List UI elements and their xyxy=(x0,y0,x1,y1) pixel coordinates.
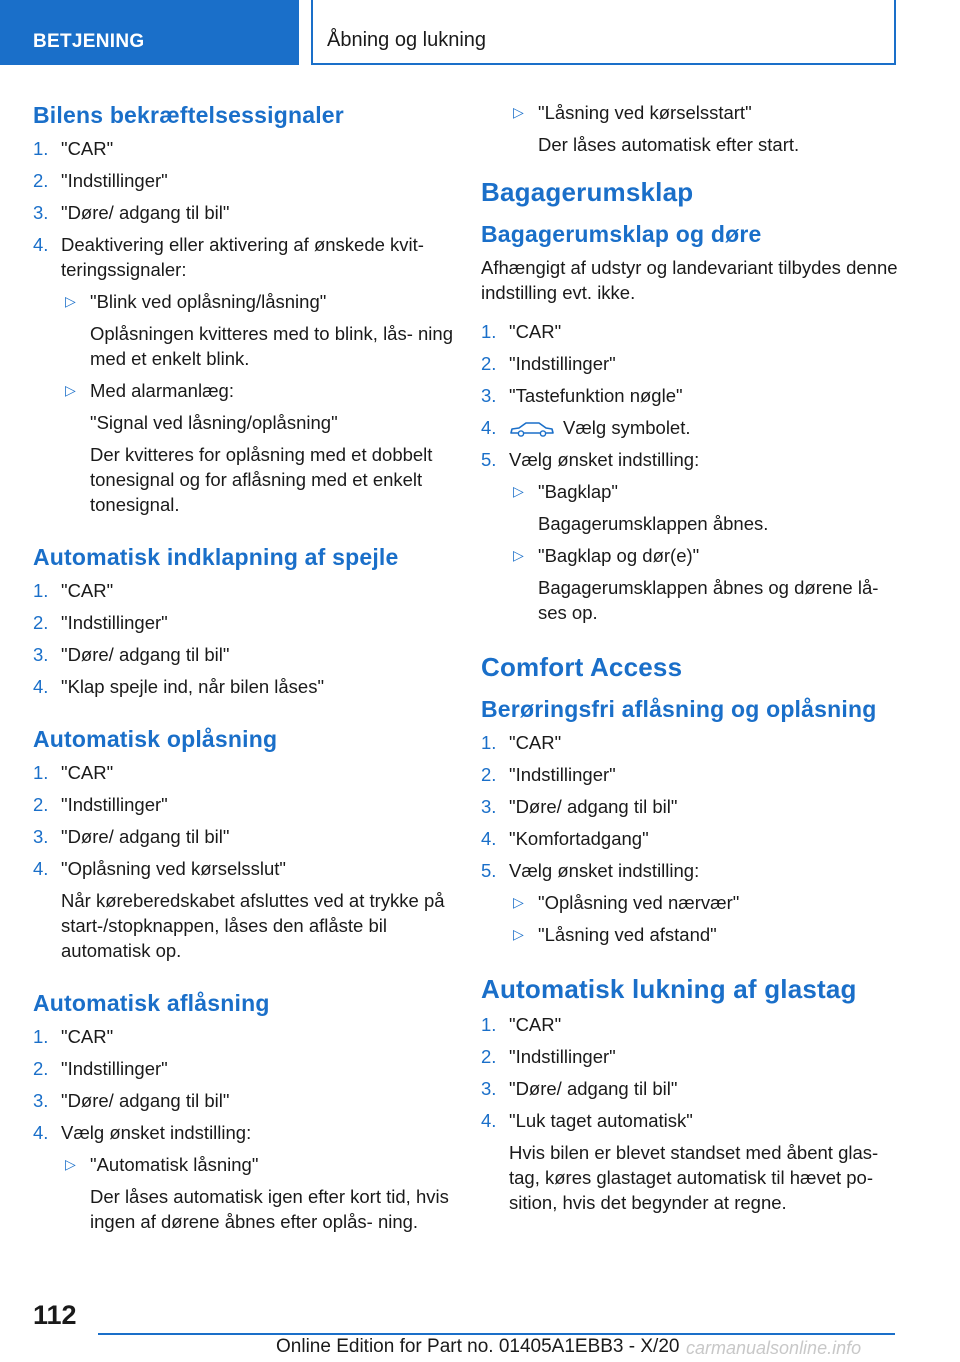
list-text: "Indstillinger" xyxy=(509,1046,616,1067)
list-item xyxy=(33,642,453,667)
list-text: "Luk taget automatisk" xyxy=(509,1110,693,1131)
list-item xyxy=(481,447,901,625)
list-item xyxy=(481,1012,901,1037)
section-title-auto-unlock: Automatisk oplåsning xyxy=(33,726,278,752)
list-text: "Komfortadgang" xyxy=(509,828,649,849)
triangle-right-icon: ▷ xyxy=(513,483,524,499)
sub-item-description: "Signal ved låsning/oplåsning" xyxy=(90,412,338,433)
list-text: "Indstillinger" xyxy=(61,794,168,815)
list-number: 3. xyxy=(33,202,49,223)
sub-item-description: Bagagerumsklappen åbnes og dørene lå- ses op. xyxy=(538,577,879,623)
list-text: "Døre/ adgang til bil" xyxy=(509,1078,678,1099)
header-chapter-label: Åbning og lukning xyxy=(327,29,487,51)
list-item xyxy=(33,1024,453,1049)
list-number: 1. xyxy=(33,762,49,783)
list-number: 4. xyxy=(33,1122,49,1143)
list-number: 3. xyxy=(481,385,497,406)
list-item xyxy=(33,1120,453,1234)
page-number: 112 xyxy=(33,1300,77,1330)
subsection-title-contactless: Berøringsfri aflåsning og oplåsning xyxy=(481,696,877,722)
sub-item xyxy=(61,378,453,403)
list-number: 3. xyxy=(33,1090,49,1111)
list-number: 3. xyxy=(481,1078,497,1099)
section-title-mirror-folding: Automatisk indklapning af spejle xyxy=(33,544,399,570)
list-text: "Døre/ adgang til bil" xyxy=(61,1090,230,1111)
intro-paragraph: Afhængigt af udstyr og landevariant tilbydes denne indstilling evt. ikke. xyxy=(481,257,898,303)
sub-item-text: "Låsning ved kørselsstart" xyxy=(538,102,752,123)
list-item xyxy=(481,319,901,344)
list-item xyxy=(33,824,453,849)
list-item xyxy=(33,200,453,225)
list-item xyxy=(33,136,453,161)
list-text: "Døre/ adgang til bil" xyxy=(509,796,678,817)
list-number: 2. xyxy=(33,170,49,191)
sub-item xyxy=(61,1152,453,1177)
list-number: 1. xyxy=(481,321,497,342)
list-text: "CAR" xyxy=(61,762,114,783)
list-item xyxy=(33,760,453,785)
sub-item xyxy=(61,289,453,314)
triangle-right-icon: ▷ xyxy=(513,926,524,942)
list-text: "CAR" xyxy=(61,1026,114,1047)
list-item xyxy=(481,826,901,851)
sub-item-description: Oplåsningen kvitteres med to blink, lås- ning med et enkelt blink. xyxy=(90,323,453,369)
sub-item-description: Der låses automatisk igen efter kort tid, hvis ingen af dørene åbnes efter oplås- ning. xyxy=(90,1186,449,1232)
list-text: "Døre/ adgang til bil" xyxy=(61,644,230,665)
list-number: 4. xyxy=(33,858,49,879)
list-number: 2. xyxy=(481,1046,497,1067)
list-number: 5. xyxy=(481,449,497,470)
section-title-glass-roof: Automatisk lukning af glastag xyxy=(481,974,857,1004)
list-item xyxy=(481,383,901,408)
sub-item-description: Der låses automatisk efter start. xyxy=(538,134,800,155)
list-number: 2. xyxy=(481,353,497,374)
list-item-description: Når køreberedskabet afsluttes ved at trykke på start-/stopknappen, låses den aflåste bil automatisk op. xyxy=(61,890,445,961)
sub-item xyxy=(509,543,901,568)
list-text: "Oplåsning ved kørselsslut" xyxy=(61,858,286,879)
list-text: "Indstillinger" xyxy=(509,353,616,374)
list-text: Vælg symbolet. xyxy=(563,417,691,438)
list-text: "Klap spejle ind, når bilen låses" xyxy=(61,676,325,697)
list-number: 1. xyxy=(481,1014,497,1035)
sub-item-description: Bagagerumsklappen åbnes. xyxy=(538,513,769,534)
section-title-confirmation-signals: Bilens bekræftelsessignaler xyxy=(33,102,344,128)
list-number: 1. xyxy=(481,732,497,753)
list-item xyxy=(33,610,453,635)
list-item xyxy=(481,1108,901,1215)
triangle-right-icon: ▷ xyxy=(65,293,76,309)
list-item xyxy=(481,351,901,376)
list-item xyxy=(33,168,453,193)
list-text: "Indstillinger" xyxy=(61,1058,168,1079)
sub-item-text: "Bagklap og dør(e)" xyxy=(538,545,700,566)
list-number: 3. xyxy=(33,644,49,665)
watermark: carmanualsonline.info xyxy=(686,1338,862,1358)
triangle-right-icon: ▷ xyxy=(513,894,524,910)
list-text: "Døre/ adgang til bil" xyxy=(61,826,230,847)
list-number: 2. xyxy=(33,794,49,815)
list-number: 5. xyxy=(481,860,497,881)
list-number: 3. xyxy=(33,826,49,847)
sub-item xyxy=(481,100,901,125)
section-title-tailgate: Bagagerumsklap xyxy=(481,177,694,207)
triangle-right-icon: ▷ xyxy=(65,1156,76,1172)
list-number: 4. xyxy=(481,828,497,849)
right-column xyxy=(481,100,901,1222)
list-item xyxy=(33,578,453,603)
section-title-auto-lock: Automatisk aflåsning xyxy=(33,990,270,1016)
header-chapter-box xyxy=(311,0,896,65)
car-side-icon xyxy=(509,420,555,438)
sub-item-text: "Bagklap" xyxy=(538,481,618,502)
list-text: "CAR" xyxy=(509,732,562,753)
list-text: "CAR" xyxy=(509,1014,562,1035)
list-item xyxy=(481,1076,901,1101)
list-number: 4. xyxy=(481,1110,497,1131)
list-item xyxy=(33,1088,453,1113)
section-title-comfort-access: Comfort Access xyxy=(481,652,683,682)
list-item xyxy=(33,232,453,517)
list-item xyxy=(481,794,901,819)
list-number: 4. xyxy=(33,234,49,255)
list-number: 1. xyxy=(33,580,49,601)
list-text: Vælg ønsket indstilling: xyxy=(61,1122,252,1143)
footer-edition: Online Edition for Part no. 01405A1EBB3 - X/20 xyxy=(276,1336,680,1357)
list-text: Deaktivering eller aktivering af ønskede kvit- teringssignaler: xyxy=(61,234,424,280)
sub-item-text: "Oplåsning ved nærvær" xyxy=(538,892,740,913)
list-number: 2. xyxy=(481,764,497,785)
list-item xyxy=(33,792,453,817)
list-item xyxy=(481,415,901,440)
list-text: "Indstillinger" xyxy=(509,764,616,785)
list-number: 4. xyxy=(481,417,497,438)
sub-item-text: Med alarmanlæg: xyxy=(90,380,234,401)
list-number: 2. xyxy=(33,612,49,633)
list-text: "Indstillinger" xyxy=(61,170,168,191)
list-item xyxy=(481,730,901,755)
list-item xyxy=(481,762,901,787)
list-text: "CAR" xyxy=(61,580,114,601)
list-text: Vælg ønsket indstilling: xyxy=(509,860,700,881)
list-item xyxy=(33,674,453,699)
list-text: "Tastefunktion nøgle" xyxy=(509,385,683,406)
list-text: "Indstillinger" xyxy=(61,612,168,633)
list-text: "CAR" xyxy=(61,138,114,159)
triangle-right-icon: ▷ xyxy=(65,382,76,398)
list-text: "Døre/ adgang til bil" xyxy=(61,202,230,223)
list-item-description: Hvis bilen er blevet standset med åbent glas- tag, køres glastaget automatisk til hævet po- sition, hvis det begynder at regne. xyxy=(509,1142,879,1213)
sub-item-text: "Blink ved oplåsning/låsning" xyxy=(90,291,327,312)
list-number: 1. xyxy=(33,138,49,159)
triangle-right-icon: ▷ xyxy=(513,547,524,563)
sub-item xyxy=(509,922,901,947)
sub-item xyxy=(509,890,901,915)
list-item xyxy=(33,1056,453,1081)
header-section-tab xyxy=(0,0,299,65)
left-column xyxy=(33,100,453,1241)
list-item xyxy=(481,858,901,947)
list-number: 2. xyxy=(33,1058,49,1079)
list-text: Vælg ønsket indstilling: xyxy=(509,449,700,470)
triangle-right-icon: ▷ xyxy=(513,104,524,120)
header-section-label: BETJENING xyxy=(33,31,145,52)
footer-divider xyxy=(98,1333,895,1335)
subsection-title-tailgate-doors: Bagagerumsklap og døre xyxy=(481,221,762,247)
list-number: 4. xyxy=(33,676,49,697)
list-number: 3. xyxy=(481,796,497,817)
sub-item xyxy=(509,479,901,504)
list-item xyxy=(33,856,453,963)
list-number: 1. xyxy=(33,1026,49,1047)
sub-item-text: "Låsning ved afstand" xyxy=(538,924,717,945)
sub-item-description: Der kvitteres for oplåsning med et dobbelt tonesignal og for aflåsning med et enkelt tonesignal. xyxy=(90,444,433,515)
list-text: "CAR" xyxy=(509,321,562,342)
list-item xyxy=(481,1044,901,1069)
sub-item-text: "Automatisk låsning" xyxy=(90,1154,259,1175)
